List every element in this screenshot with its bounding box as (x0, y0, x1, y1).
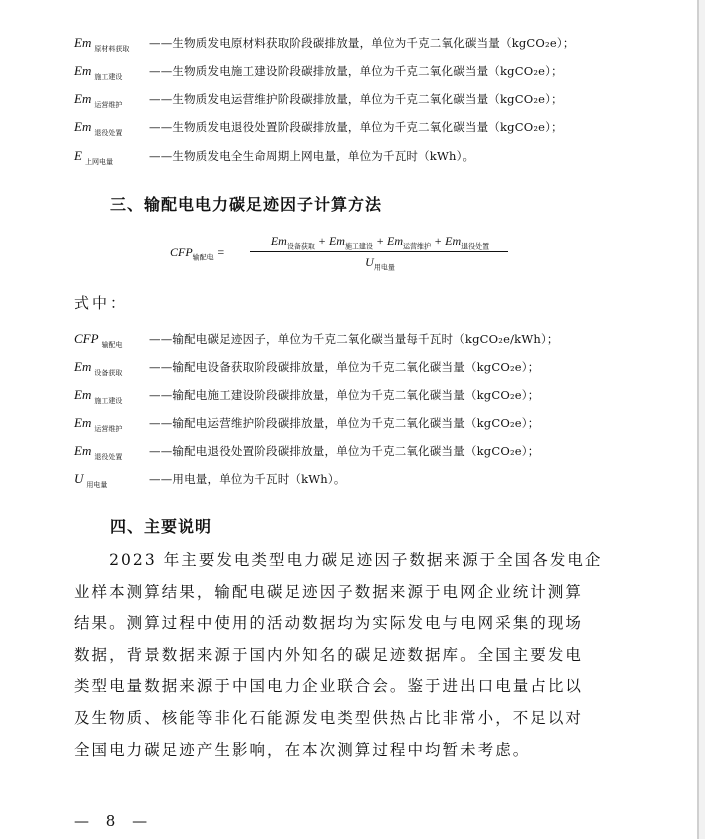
formula-denominator: $U_{用电量}$ (365, 255, 395, 272)
section-heading: 四、主要说明 (110, 517, 213, 536)
def-symbol: Em $_{运营维护}$ (74, 91, 123, 109)
where-label: 式中： (74, 294, 129, 312)
def-row-grid-construction (74, 387, 539, 409)
def-description: ——输配电施工建设阶段碳排放量，单位为千克二氧化碳当量（kgCO₂e）； (149, 388, 540, 402)
def-symbol: Em $_{退役处置}$ (74, 119, 123, 137)
def-description: ——生物质发电施工建设阶段碳排放量，单位为千克二氧化碳当量（kgCO₂e）； (149, 64, 563, 78)
def-row-grid-operation (74, 415, 539, 437)
def-row-bio-operation (74, 91, 563, 113)
def-symbol: CFP $_{输配电}$ (74, 331, 123, 349)
paragraph-line: 数据，背景数据来源于国内外知名的碳足迹数据库。全国主要发电 (74, 645, 583, 664)
paragraph-line: 结果。测算过程中使用的活动数据均为实际发电与电网采集的现场 (74, 614, 583, 633)
def-row-bio-decommission (74, 119, 563, 141)
def-row-bio-raw (74, 35, 575, 57)
def-row-grid-equipment (74, 359, 539, 381)
def-description: ——输配电碳足迹因子，单位为千克二氧化碳当量每千瓦时（kgCO₂e/kWh）； (149, 332, 559, 346)
def-description: ——输配电运营维护阶段碳排放量，单位为千克二氧化碳当量（kgCO₂e）； (149, 416, 540, 430)
def-symbol: Em $_{施工建设}$ (74, 387, 123, 405)
paragraph-line: 业样本测算结果，输配电碳足迹因子数据来源于电网企业统计测算 (74, 582, 583, 601)
def-symbol: Em $_{运营维护}$ (74, 415, 123, 433)
def-description: ——生物质发电原材料获取阶段碳排放量，单位为千克二氧化碳当量（kgCO₂e）； (149, 36, 575, 50)
def-description: ——生物质发电运营维护阶段碳排放量，单位为千克二氧化碳当量（kgCO₂e）； (149, 92, 563, 106)
formula (170, 234, 510, 278)
def-row-bio-construction (74, 63, 563, 85)
def-symbol: Em $_{退役处置}$ (74, 443, 123, 461)
def-description: ——生物质发电退役处置阶段碳排放量，单位为千克二氧化碳当量（kgCO₂e）； (149, 120, 563, 134)
def-symbol: Em $_{施工建设}$ (74, 63, 123, 81)
fraction-bar (250, 251, 508, 252)
section-heading: 三、输配电电力碳足迹因子计算方法 (110, 195, 383, 214)
notes-paragraph (74, 545, 612, 766)
paragraph-line: 全国电力碳足迹产生影响，在本次测算过程中均暂未考虑。 (74, 740, 531, 759)
def-row-grid-consumption (74, 471, 346, 493)
def-row-grid-cfp (74, 331, 559, 353)
paragraph-line: 类型电量数据来源于中国电力企业联合会。鉴于进出口电量占比以 (74, 677, 583, 696)
formula-lhs: $CFP_{输配电}$ = (170, 245, 225, 262)
def-symbol: Em $_{原材料获取}$ (74, 35, 130, 53)
formula-numerator: $Em_{设备获取} + Em_{施工建设} + Em_{运营维护} + Em_{退役处置}$ (270, 234, 490, 251)
def-symbol: U $_{用电量}$ (74, 471, 108, 489)
def-row-grid-decommission (74, 443, 539, 465)
def-row-bio-grid-electricity (74, 148, 474, 170)
paragraph-line: 及生物质、核能等非化石能源发电类型供热占比非常小，不足以对 (74, 708, 583, 727)
def-description: ——输配电退役处置阶段碳排放量，单位为千克二氧化碳当量（kgCO₂e）； (149, 444, 540, 458)
paragraph-line: 2023 年主要发电类型电力碳足迹因子数据来源于全国各发电企 (74, 551, 603, 569)
def-symbol: Em $_{设备获取}$ (74, 359, 123, 377)
def-description: ——用电量，单位为千瓦时（kWh）。 (149, 472, 346, 486)
def-description: ——生物质发电全生命周期上网电量，单位为千瓦时（kWh）。 (149, 149, 475, 163)
def-description: ——输配电设备获取阶段碳排放量，单位为千克二氧化碳当量（kgCO₂e）； (149, 360, 540, 374)
def-symbol: E $_{上网电量}$ (74, 148, 113, 166)
page-number: — 8 — (74, 812, 154, 830)
